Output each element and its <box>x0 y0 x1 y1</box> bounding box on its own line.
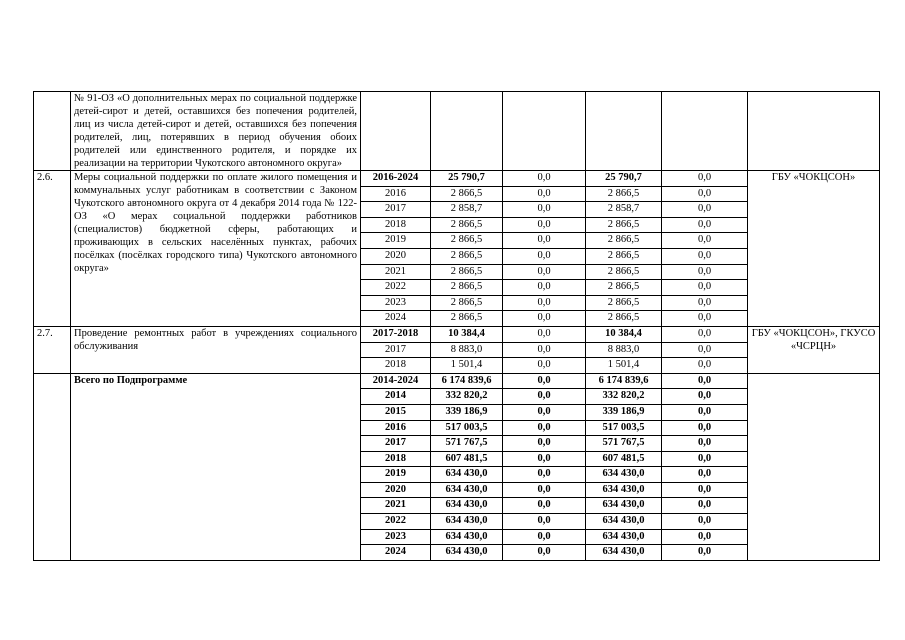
total-cell: 2 858,7 <box>431 202 503 218</box>
period-cell: 2017-2018 <box>361 326 431 342</box>
col1-cell: 0,0 <box>503 280 586 296</box>
col1-cell: 0,0 <box>503 311 586 327</box>
total-cell: 2 866,5 <box>431 264 503 280</box>
col2-cell: 332 820,2 <box>586 389 662 405</box>
table-row <box>34 326 880 342</box>
col1-cell: 0,0 <box>503 529 586 545</box>
col1-cell: 0,0 <box>503 233 586 249</box>
col2-cell <box>586 92 662 171</box>
period-cell <box>361 92 431 171</box>
col2-cell: 2 866,5 <box>586 295 662 311</box>
executor-cell <box>748 373 880 560</box>
col3-cell: 0,0 <box>662 295 748 311</box>
total-cell: 634 430,0 <box>431 498 503 514</box>
period-cell: 2022 <box>361 280 431 296</box>
period-cell: 2016 <box>361 420 431 436</box>
table-row <box>34 171 880 187</box>
period-cell: 2017 <box>361 202 431 218</box>
col2-cell: 339 186,9 <box>586 404 662 420</box>
period-cell: 2018 <box>361 217 431 233</box>
col3-cell: 0,0 <box>662 514 748 530</box>
continuation-description: № 91-ОЗ «О дополнительных мерах по социальной поддержке детей-сирот и детей, оставшихся без попечения родителей, лиц из числа детей-сирот и детей, оставшихся без попечения родителей, лиц, потерявших в период обучения обоих родителей или единственного родителя, и порядке их реализации на территории Чукотского автономного округа» <box>71 92 361 171</box>
col3-cell: 0,0 <box>662 545 748 561</box>
period-cell: 2017 <box>361 436 431 452</box>
total-cell: 25 790,7 <box>431 171 503 187</box>
col2-cell: 517 003,5 <box>586 420 662 436</box>
total-cell: 634 430,0 <box>431 467 503 483</box>
total-cell <box>431 92 503 171</box>
col3-cell: 0,0 <box>662 280 748 296</box>
col3-cell: 0,0 <box>662 467 748 483</box>
table-body <box>34 92 880 561</box>
col1-cell: 0,0 <box>503 420 586 436</box>
item-number: 2.7. <box>34 326 71 373</box>
num-cell <box>34 373 71 560</box>
col2-cell: 2 866,5 <box>586 186 662 202</box>
executor: ГБУ «ЧОКЦСОН», ГКУСО «ЧСРЦН» <box>748 326 880 373</box>
col1-cell: 0,0 <box>503 389 586 405</box>
subprogram-finance-table <box>33 91 880 561</box>
col2-cell: 634 430,0 <box>586 467 662 483</box>
col1-cell: 0,0 <box>503 514 586 530</box>
col3-cell: 0,0 <box>662 248 748 264</box>
total-cell: 10 384,4 <box>431 326 503 342</box>
col1-cell: 0,0 <box>503 545 586 561</box>
col2-cell: 634 430,0 <box>586 498 662 514</box>
total-cell: 2 866,5 <box>431 311 503 327</box>
total-cell: 1 501,4 <box>431 358 503 374</box>
col2-cell: 634 430,0 <box>586 545 662 561</box>
col1-cell: 0,0 <box>503 295 586 311</box>
col2-cell: 2 866,5 <box>586 248 662 264</box>
item-number: 2.6. <box>34 171 71 327</box>
continuation-row <box>34 92 880 171</box>
col3-cell: 0,0 <box>662 342 748 358</box>
col2-cell: 2 866,5 <box>586 217 662 233</box>
col3-cell: 0,0 <box>662 171 748 187</box>
period-cell: 2023 <box>361 529 431 545</box>
period-cell: 2019 <box>361 233 431 249</box>
total-cell: 634 430,0 <box>431 514 503 530</box>
col1-cell: 0,0 <box>503 358 586 374</box>
col2-cell: 8 883,0 <box>586 342 662 358</box>
col1-cell: 0,0 <box>503 498 586 514</box>
period-cell: 2017 <box>361 342 431 358</box>
col2-cell: 634 430,0 <box>586 514 662 530</box>
col1-cell: 0,0 <box>503 467 586 483</box>
item-description: Меры социальной поддержки по оплате жилого помещения и коммунальных услуг работникам в соответствии с Законом Чукотского автономного округа от 4 декабря 2014 года № 122-ОЗ «О мерах социальной поддержки работников (специалистов) бюджетной сферы, работающих и проживающих в сельских населённых пунктах, рабочих посёлках (посёлках городского типа) Чукотского автономного округа» <box>71 171 361 327</box>
col3-cell: 0,0 <box>662 420 748 436</box>
period-cell: 2022 <box>361 514 431 530</box>
col3-cell <box>662 92 748 171</box>
total-cell: 2 866,5 <box>431 280 503 296</box>
total-cell: 339 186,9 <box>431 404 503 420</box>
col3-cell: 0,0 <box>662 529 748 545</box>
period-cell: 2016 <box>361 186 431 202</box>
col2-cell: 1 501,4 <box>586 358 662 374</box>
period-cell: 2016-2024 <box>361 171 431 187</box>
col1-cell: 0,0 <box>503 404 586 420</box>
col3-cell: 0,0 <box>662 482 748 498</box>
col2-cell: 2 866,5 <box>586 280 662 296</box>
total-cell: 517 003,5 <box>431 420 503 436</box>
col3-cell: 0,0 <box>662 436 748 452</box>
col1-cell: 0,0 <box>503 186 586 202</box>
total-cell: 8 883,0 <box>431 342 503 358</box>
col1-cell: 0,0 <box>503 326 586 342</box>
total-cell: 634 430,0 <box>431 529 503 545</box>
col1-cell: 0,0 <box>503 482 586 498</box>
col1-cell: 0,0 <box>503 373 586 389</box>
col2-cell: 10 384,4 <box>586 326 662 342</box>
col3-cell: 0,0 <box>662 404 748 420</box>
period-cell: 2024 <box>361 545 431 561</box>
executor-cell <box>748 92 880 171</box>
col2-cell: 2 858,7 <box>586 202 662 218</box>
col3-cell: 0,0 <box>662 264 748 280</box>
col2-cell: 571 767,5 <box>586 436 662 452</box>
col3-cell: 0,0 <box>662 326 748 342</box>
total-row <box>34 373 880 389</box>
total-cell: 332 820,2 <box>431 389 503 405</box>
col1-cell: 0,0 <box>503 202 586 218</box>
total-cell: 634 430,0 <box>431 545 503 561</box>
col3-cell: 0,0 <box>662 202 748 218</box>
period-cell: 2020 <box>361 482 431 498</box>
total-cell: 6 174 839,6 <box>431 373 503 389</box>
total-cell: 2 866,5 <box>431 233 503 249</box>
period-cell: 2019 <box>361 467 431 483</box>
item-description: Проведение ремонтных работ в учреждениях социального обслуживания <box>71 326 361 373</box>
executor: ГБУ «ЧОКЦСОН» <box>748 171 880 327</box>
period-cell: 2014-2024 <box>361 373 431 389</box>
col1-cell: 0,0 <box>503 171 586 187</box>
period-cell: 2024 <box>361 311 431 327</box>
col3-cell: 0,0 <box>662 186 748 202</box>
period-cell: 2023 <box>361 295 431 311</box>
col2-cell: 2 866,5 <box>586 311 662 327</box>
col2-cell: 6 174 839,6 <box>586 373 662 389</box>
period-cell: 2021 <box>361 498 431 514</box>
col2-cell: 634 430,0 <box>586 529 662 545</box>
total-cell: 2 866,5 <box>431 295 503 311</box>
col1-cell: 0,0 <box>503 436 586 452</box>
col3-cell: 0,0 <box>662 217 748 233</box>
num-cell <box>34 92 71 171</box>
col3-cell: 0,0 <box>662 373 748 389</box>
period-cell: 2021 <box>361 264 431 280</box>
col2-cell: 25 790,7 <box>586 171 662 187</box>
period-cell: 2018 <box>361 451 431 467</box>
col3-cell: 0,0 <box>662 358 748 374</box>
total-cell: 2 866,5 <box>431 186 503 202</box>
total-cell: 607 481,5 <box>431 451 503 467</box>
total-cell: 2 866,5 <box>431 217 503 233</box>
col1-cell: 0,0 <box>503 342 586 358</box>
col3-cell: 0,0 <box>662 311 748 327</box>
col2-cell: 607 481,5 <box>586 451 662 467</box>
total-label: Всего по Подпрограмме <box>71 373 361 560</box>
total-cell: 2 866,5 <box>431 248 503 264</box>
col3-cell: 0,0 <box>662 498 748 514</box>
col3-cell: 0,0 <box>662 389 748 405</box>
period-cell: 2020 <box>361 248 431 264</box>
col3-cell: 0,0 <box>662 451 748 467</box>
col2-cell: 2 866,5 <box>586 233 662 249</box>
period-cell: 2015 <box>361 404 431 420</box>
col1-cell: 0,0 <box>503 264 586 280</box>
col2-cell: 2 866,5 <box>586 264 662 280</box>
period-cell: 2018 <box>361 358 431 374</box>
total-cell: 634 430,0 <box>431 482 503 498</box>
col1-cell <box>503 92 586 171</box>
col1-cell: 0,0 <box>503 451 586 467</box>
col1-cell: 0,0 <box>503 217 586 233</box>
period-cell: 2014 <box>361 389 431 405</box>
total-cell: 571 767,5 <box>431 436 503 452</box>
col3-cell: 0,0 <box>662 233 748 249</box>
col2-cell: 634 430,0 <box>586 482 662 498</box>
col1-cell: 0,0 <box>503 248 586 264</box>
